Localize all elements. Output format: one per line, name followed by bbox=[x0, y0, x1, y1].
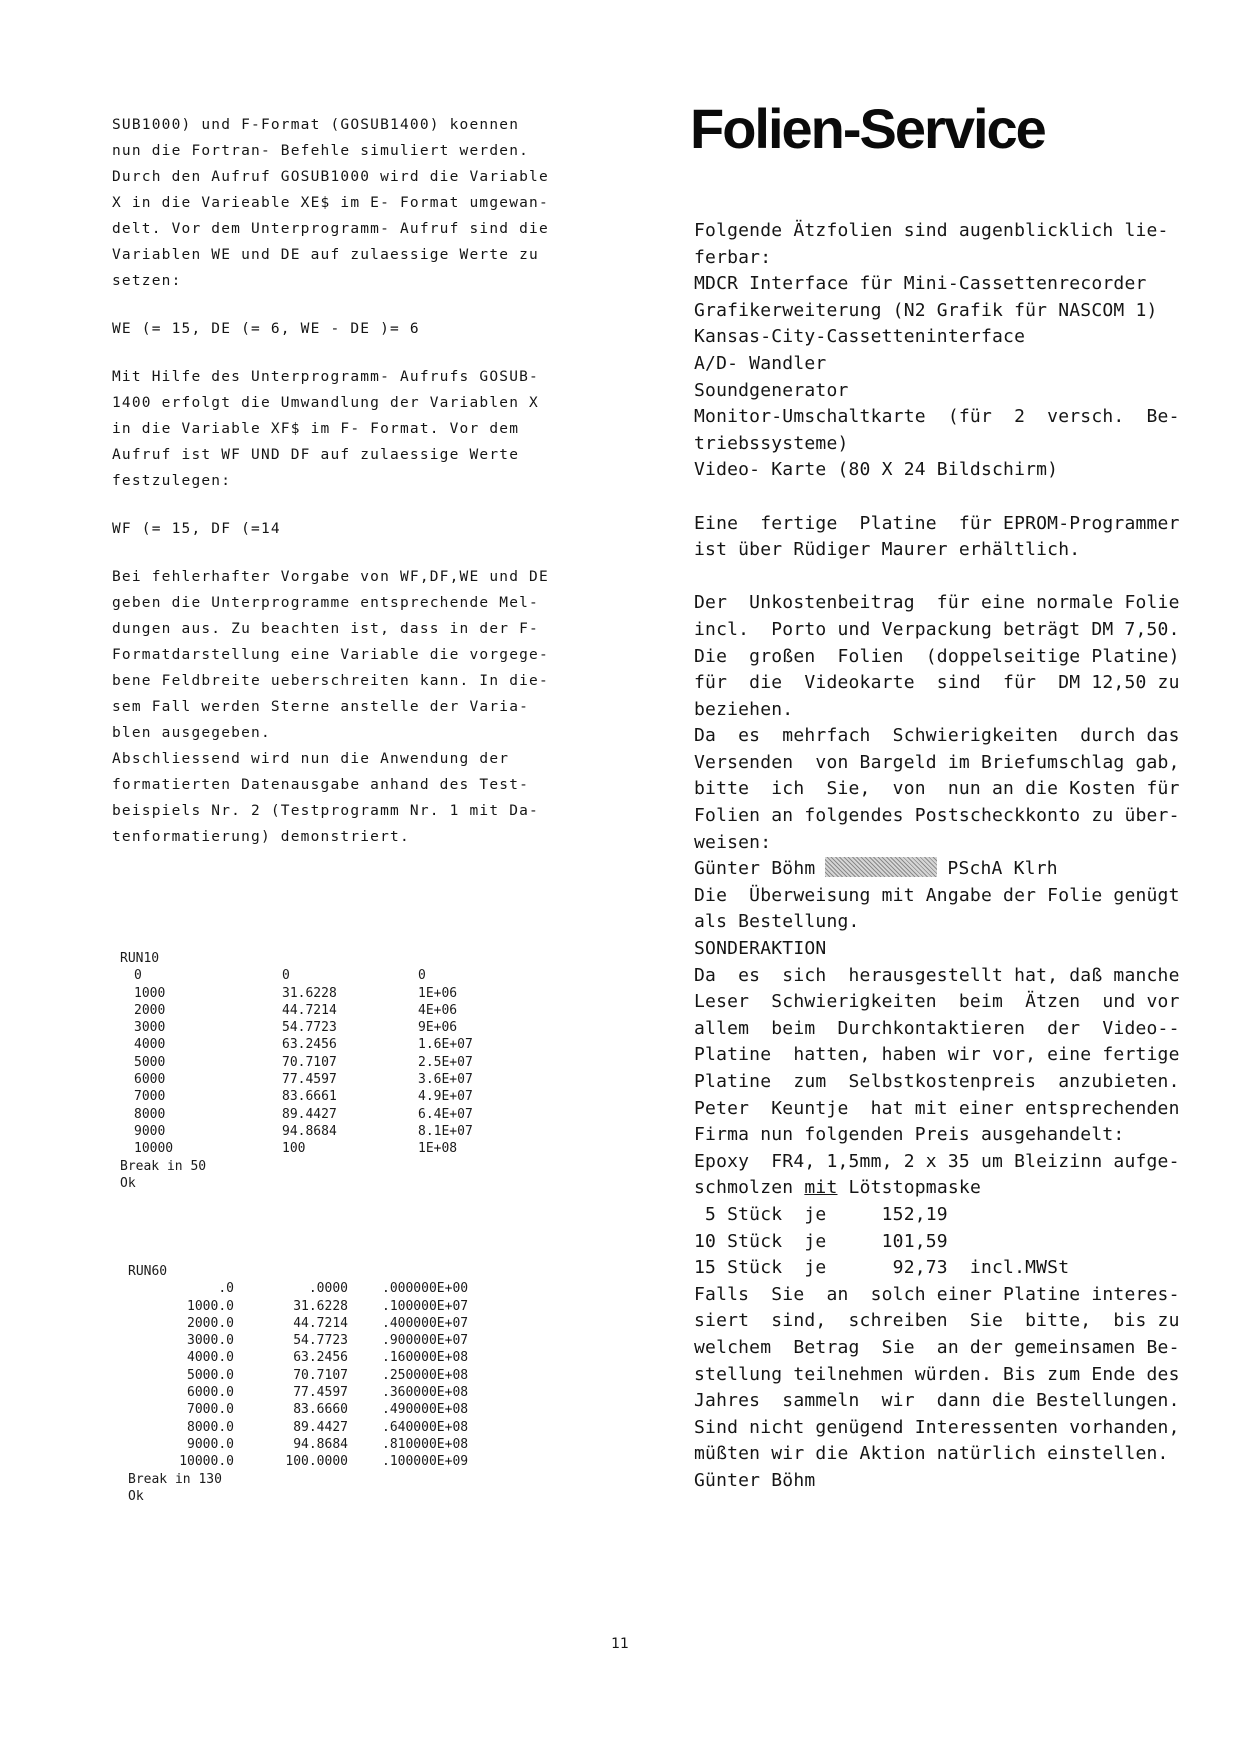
listing-cell-x: 10000.0 bbox=[179, 1454, 234, 1470]
listing-cell-square: 1E+08 bbox=[418, 1141, 458, 1157]
listing-cell-x: 9000 bbox=[134, 1123, 166, 1139]
listing-row bbox=[120, 985, 500, 1002]
listing-row bbox=[128, 1384, 548, 1401]
listing-cell-x: 5000.0 bbox=[187, 1367, 234, 1383]
text-line: Eine fertige Platine für EPROM-Programmer bbox=[694, 512, 1180, 534]
listing-cell-x: 8000.0 bbox=[187, 1419, 234, 1435]
listing-cell-x: 3000 bbox=[134, 1020, 166, 1036]
listing-row bbox=[128, 1436, 548, 1453]
listing-cell-square: 6.4E+07 bbox=[418, 1106, 473, 1122]
account-bank: PSchA Klrh bbox=[947, 858, 1058, 880]
listing-cell-sqrt: 100 bbox=[282, 1141, 306, 1157]
listing-cell-sqrt: 89.4427 bbox=[293, 1419, 348, 1435]
listing-cell-sqrt: 31.6228 bbox=[282, 985, 337, 1001]
listing-cell-square: 3.6E+07 bbox=[418, 1072, 473, 1088]
text-line: weisen: bbox=[694, 831, 772, 853]
text-line: allem beim Durchkontaktieren der Video-- bbox=[694, 1017, 1180, 1039]
listing-cell-square: 9E+06 bbox=[418, 1020, 458, 1036]
listing-cell-sqrt: 54.7723 bbox=[293, 1333, 348, 1349]
formula-we-de: WE (= 15, DE (= 6, WE - DE )= 6 bbox=[112, 321, 420, 337]
listing-cell-x: 8000 bbox=[134, 1106, 166, 1122]
text-line: Soundgenerator bbox=[694, 379, 849, 401]
listing-cell-square: .360000E+08 bbox=[382, 1385, 469, 1401]
paragraph-gosub1400: Mit Hilfe des Unterprogramm- Aufrufs GOSUB- 1400 erfolgt die Umwandlung der Variablen X in die Variable XF$ im F- Format. Vor dem Aufruf ist WF UND DF auf zulaessige Werte festzulegen: bbox=[112, 369, 539, 489]
text-line: bitte ich Sie, von nun an die Kosten für bbox=[694, 778, 1180, 800]
text-line: Die großen Folien (doppelseitige Platine) bbox=[694, 645, 1180, 667]
text-line: SONDERAKTION bbox=[694, 938, 827, 960]
listing-row bbox=[128, 1419, 548, 1436]
listing-cell-x: 9000.0 bbox=[187, 1436, 234, 1452]
text-line: Folgende Ätzfolien sind augenblicklich lie- bbox=[694, 220, 1169, 241]
listing-row bbox=[128, 1401, 548, 1418]
text-line: Firma nun folgenden Preis ausgehandelt: bbox=[694, 1124, 1125, 1146]
redacted-account-number bbox=[825, 857, 937, 877]
text-line: Der Unkostenbeitrag für eine normale Folie bbox=[694, 592, 1180, 614]
account-line bbox=[694, 856, 1166, 883]
listing-cell-sqrt: 89.4427 bbox=[282, 1106, 337, 1122]
text-line: Epoxy FR4, 1,5mm, 2 x 35 um Bleizinn aufge- bbox=[694, 1150, 1180, 1172]
listing-cell-square: .100000E+09 bbox=[382, 1454, 469, 1470]
listing-cell-x: 2000.0 bbox=[187, 1315, 234, 1331]
listing-cell-square: 1.6E+07 bbox=[418, 1037, 473, 1053]
listing-cell-x: 10000 bbox=[134, 1141, 174, 1157]
price-list bbox=[694, 1202, 1166, 1282]
listing-cell-sqrt: 70.7107 bbox=[293, 1367, 348, 1383]
eprom-block bbox=[694, 511, 1180, 564]
text-line: siert sind, schreiben Sie bitte, bis zu bbox=[694, 1310, 1180, 1332]
listing-cell-square: 1E+06 bbox=[418, 985, 458, 1001]
listing-cell-x: 7000.0 bbox=[187, 1402, 234, 1418]
text-line: Da es sich herausgestellt hat, daß manche bbox=[694, 964, 1180, 986]
article-title: Folien-Service bbox=[690, 97, 1045, 160]
account-name: Günter Böhm bbox=[694, 858, 816, 880]
listing-cell-sqrt: 83.6660 bbox=[293, 1402, 348, 1418]
closing-block bbox=[694, 1282, 1180, 1495]
text-line: Sind nicht genügend Interessenten vorhanden, bbox=[694, 1416, 1180, 1438]
listing-row bbox=[120, 1140, 500, 1157]
text-line: Video- Karte (80 X 24 Bildschirm) bbox=[694, 459, 1059, 481]
program-listing-run10 bbox=[120, 950, 500, 1192]
listing-cell-sqrt: 0 bbox=[282, 968, 290, 984]
listing-cell-square: 4E+06 bbox=[418, 1002, 458, 1018]
text-line: Platine hatten, haben wir vor, eine fertige bbox=[694, 1044, 1180, 1066]
listing-cell-x: 3000.0 bbox=[187, 1333, 234, 1349]
text-line: Jahres sammeln wir dann die Bestellungen. bbox=[694, 1390, 1180, 1412]
text-line: 5 Stück je 152,19 bbox=[694, 1203, 948, 1225]
listing-cell-square: .640000E+08 bbox=[382, 1419, 469, 1435]
text-line: ferbar: bbox=[694, 246, 772, 268]
page-number: 11 bbox=[611, 1636, 629, 1652]
listing-cell-square: .100000E+07 bbox=[382, 1298, 469, 1314]
listing-cell-x: 7000 bbox=[134, 1089, 166, 1105]
listing-cell-sqrt: 63.2456 bbox=[293, 1350, 348, 1366]
listing-cell-square: .000000E+00 bbox=[382, 1281, 469, 1297]
text-line: Folien an folgendes Postscheckkonto zu über- bbox=[694, 805, 1180, 827]
text-line: stellung teilnehmen würden. Bis zum Ende des bbox=[694, 1363, 1180, 1385]
listing-cell-sqrt: 44.7214 bbox=[282, 1002, 337, 1018]
listing-cell-x: 4000 bbox=[134, 1037, 166, 1053]
listing-cell-x: 5000 bbox=[134, 1054, 166, 1070]
listing-cell-x: 1000 bbox=[134, 985, 166, 1001]
listing-cell-x: 0 bbox=[134, 968, 142, 984]
text-line: Günter Böhm bbox=[694, 1469, 816, 1491]
listing-footer-break: Break in 130 bbox=[128, 1471, 222, 1487]
text-line: A/D- Wandler bbox=[694, 352, 827, 374]
listing-cell-x: 4000.0 bbox=[187, 1350, 234, 1366]
text-line: Da es mehrfach Schwierigkeiten durch das bbox=[694, 725, 1180, 747]
listing-row bbox=[128, 1453, 548, 1470]
text-line: 10 Stück je 101,59 bbox=[694, 1230, 948, 1252]
formula-wf-df: WF (= 15, DF (=14 bbox=[112, 521, 281, 537]
text-line: Falls Sie an solch einer Platine interes- bbox=[694, 1283, 1180, 1305]
text-line: incl. Porto und Verpackung beträgt DM 7,50. bbox=[694, 618, 1180, 640]
listing-cell-sqrt: 70.7107 bbox=[282, 1054, 337, 1070]
listing-header: RUN60 bbox=[128, 1264, 168, 1279]
listing-cell-square: .900000E+07 bbox=[382, 1333, 469, 1349]
listing-row bbox=[128, 1332, 548, 1349]
text-line: welchem Betrag Sie an der gemeinsamen Be- bbox=[694, 1336, 1180, 1358]
listing-footer-ok: Ok bbox=[128, 1488, 144, 1504]
listing-row bbox=[128, 1349, 548, 1366]
foil-list-block bbox=[694, 218, 1180, 484]
listing-row bbox=[120, 1123, 500, 1140]
text-line: Grafikerweiterung (N2 Grafik für NASCOM 1) bbox=[694, 299, 1158, 321]
listing-cell-x: .0 bbox=[218, 1281, 234, 1297]
listing-cell-square: .810000E+08 bbox=[382, 1436, 469, 1452]
listing-row bbox=[120, 1002, 500, 1019]
listing-cell-x: 6000.0 bbox=[187, 1385, 234, 1401]
listing-row bbox=[120, 1036, 500, 1053]
listing-cell-sqrt: 77.4597 bbox=[293, 1385, 348, 1401]
text-line: müßten wir die Aktion natürlich einstellen. bbox=[694, 1443, 1169, 1465]
listing-cell-sqrt: .0000 bbox=[308, 1281, 348, 1297]
text-line: 15 Stück je 92,73 incl.MWSt bbox=[694, 1257, 1070, 1279]
listing-cell-square: 2.5E+07 bbox=[418, 1054, 473, 1070]
listing-cell-sqrt: 100.0000 bbox=[285, 1454, 348, 1470]
listing-cell-square: .400000E+07 bbox=[382, 1315, 469, 1331]
text-line: Peter Keuntje hat mit einer entsprechenden bbox=[694, 1097, 1180, 1119]
text-line: für die Videokarte sind für DM 12,50 zu bbox=[694, 672, 1180, 694]
listing-row bbox=[128, 1315, 548, 1332]
text-line: Kansas-City-Cassetteninterface bbox=[694, 326, 1026, 348]
text-line: Monitor-Umschaltkarte (für 2 versch. Be- bbox=[694, 406, 1180, 428]
text-line: triebssysteme) bbox=[694, 432, 849, 454]
listing-cell-x: 6000 bbox=[134, 1072, 166, 1088]
listing-header: RUN10 bbox=[120, 951, 160, 966]
text-line: Die Überweisung mit Angabe der Folie genügt bbox=[694, 884, 1180, 906]
right-column bbox=[694, 218, 1180, 1495]
listing-row bbox=[120, 967, 500, 984]
listing-cell-sqrt: 94.8684 bbox=[293, 1436, 348, 1452]
listing-cell-square: .250000E+08 bbox=[382, 1367, 469, 1383]
listing-row bbox=[120, 1088, 500, 1105]
listing-cell-square: 0 bbox=[418, 968, 426, 984]
listing-cell-sqrt: 77.4597 bbox=[282, 1072, 337, 1088]
text-line: MDCR Interface für Mini-Cassettenrecorder bbox=[694, 273, 1147, 295]
text-line: Versenden von Bargeld im Briefumschlag gab, bbox=[694, 751, 1180, 773]
left-column bbox=[112, 112, 582, 872]
listing-row bbox=[120, 1106, 500, 1123]
listing-row bbox=[120, 1071, 500, 1088]
listing-footer-break: Break in 50 bbox=[120, 1158, 207, 1174]
text-line: als Bestellung. bbox=[694, 911, 860, 933]
listing-cell-sqrt: 54.7723 bbox=[282, 1020, 337, 1036]
listing-cell-square: .490000E+08 bbox=[382, 1402, 469, 1418]
listing-row bbox=[120, 1054, 500, 1071]
listing-row bbox=[128, 1280, 548, 1297]
listing-cell-sqrt: 44.7214 bbox=[293, 1315, 348, 1331]
listing-cell-sqrt: 83.6661 bbox=[282, 1089, 337, 1105]
listing-cell-square: .160000E+08 bbox=[382, 1350, 469, 1366]
listing-row bbox=[120, 1019, 500, 1036]
paragraph-conclusion: Abschliessend wird nun die Anwendung der formatierten Datenausgabe anhand des Test- beispiels Nr. 2 (Testprogramm Nr. 1 mit Da- tenformatierung) demonstriert. bbox=[112, 751, 539, 845]
listing-cell-square: 4.9E+07 bbox=[418, 1089, 473, 1105]
text-line: Platine zum Selbstkostenpreis anzubieten. bbox=[694, 1071, 1180, 1092]
listing-cell-square: 8.1E+07 bbox=[418, 1123, 473, 1139]
special-offer-block bbox=[694, 883, 1180, 1176]
program-listing-run60 bbox=[128, 1263, 548, 1505]
paragraph-errors: Bei fehlerhafter Vorgabe von WF,DF,WE und DE geben die Unterprogramme entsprechende Mel- dungen aus. Zu beachten ist, dass in der F- Formatdarstellung eine Variable die vorgege- bene Feldbreite ueberschreiten kann. In die- sem Fall werden Sterne anstelle der Varia- blen ausgegeben. bbox=[112, 569, 549, 741]
listing-row bbox=[128, 1298, 548, 1315]
paragraph-intro: SUB1000) und F-Format (GOSUB1400) koennen nun die Fortran- Befehle simuliert werden. Durch den Aufruf GOSUB1000 wird die Variable X in die Varieable XE$ im E- Format umgewan- delt. Vor dem Unterprogramm- Aufruf sind die Variablen WE und DE auf zulaessige Werte zu setzen: bbox=[112, 117, 549, 289]
listing-cell-x: 1000.0 bbox=[187, 1298, 234, 1314]
text-line: beziehen. bbox=[694, 698, 794, 720]
listing-row bbox=[128, 1367, 548, 1384]
listing-cell-sqrt: 31.6228 bbox=[293, 1298, 348, 1314]
listing-cell-sqrt: 63.2456 bbox=[282, 1037, 337, 1053]
cost-block bbox=[694, 590, 1180, 856]
listing-footer-ok: Ok bbox=[120, 1175, 136, 1191]
text-line: Leser Schwierigkeiten beim Ätzen und vor bbox=[694, 991, 1180, 1013]
text-line: ist über Rüdiger Maurer erhältlich. bbox=[694, 539, 1081, 561]
listing-cell-x: 2000 bbox=[134, 1002, 166, 1018]
solder-mask-line: schmolzen mit Lötstopmaske bbox=[694, 1177, 981, 1199]
listing-cell-sqrt: 94.8684 bbox=[282, 1123, 337, 1139]
